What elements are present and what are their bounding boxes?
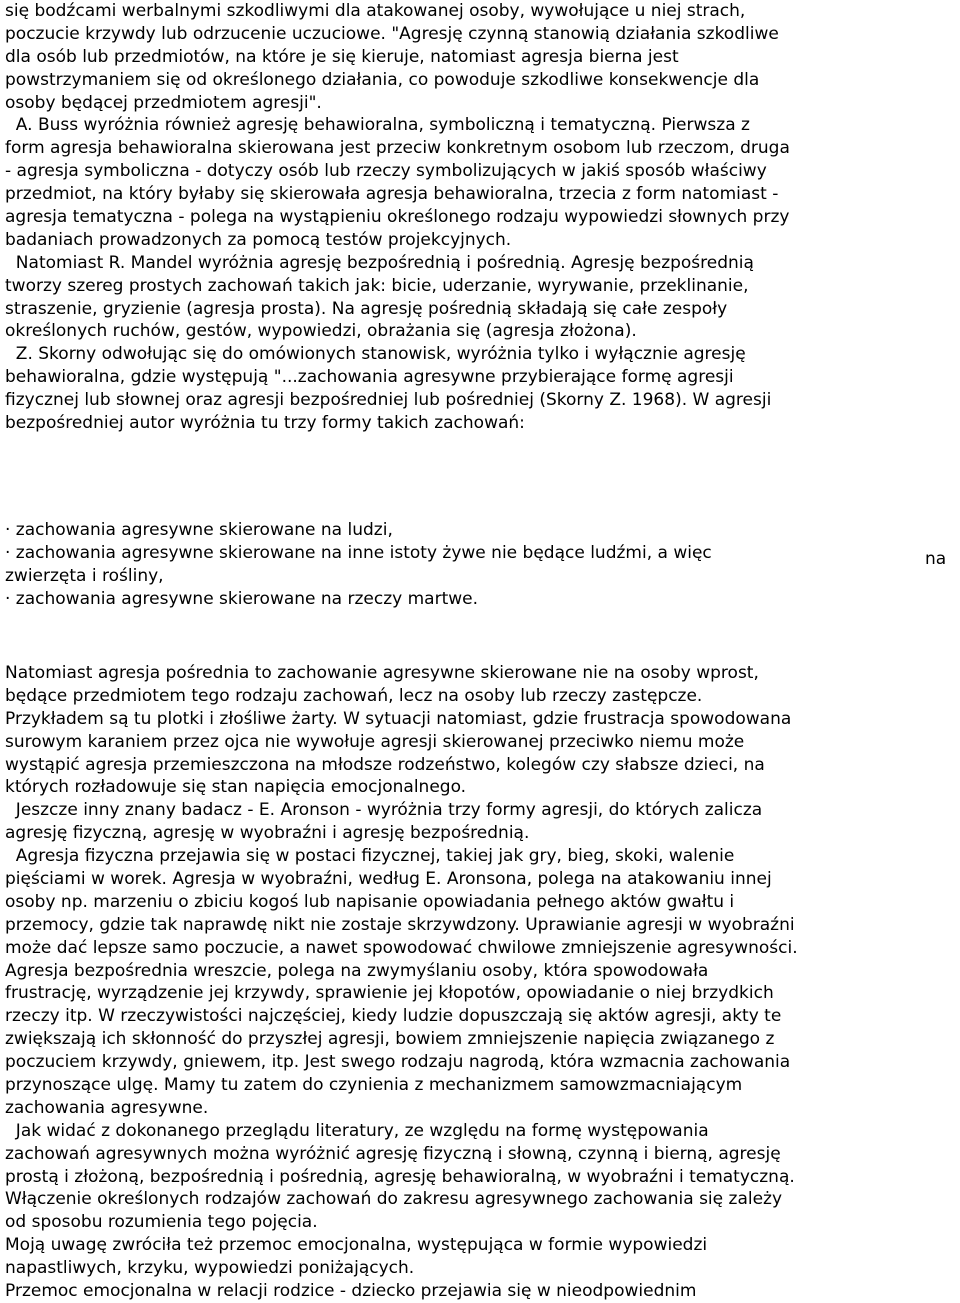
text-line: od sposobu rozumienia tego pojęcia. — [5, 1212, 318, 1233]
text-line: agresję fizyczną, agresję w wyobraźni i agresję bezpośrednią. — [5, 823, 530, 844]
text-line: Natomiast agresja pośrednia to zachowanie agresywne skierowane nie na osoby wprost, — [5, 663, 759, 683]
text-line: Natomiast R. Mandel wyróżnia agresję bezpośrednią i pośrednią. Agresję bezpośrednią — [5, 252, 754, 273]
text-line: osoby np. marzeniu o zbiciu kogoś lub napisanie opowiadania pełnego aktów gwałtu i — [5, 891, 735, 912]
text-line: których rozładowuje się stan napięcia emocjonalnego. — [5, 777, 467, 798]
text-line: określonych ruchów, gestów, wypowiedzi, obrażania się (agresja złożona). — [5, 321, 637, 342]
text-line: form agresja behawioralna skierowana jest przeciw konkretnym osobom lub rzeczom, druga — [5, 138, 790, 159]
text-line: poczuciem krzywdy, gniewem, itp. Jest swego rodzaju nagrodą, która wzmacnia zachowania — [5, 1052, 791, 1073]
text-line: Z. Skorny odwołując się do omówionych stanowisk, wyróżnia tylko i wyłącznie agresję — [5, 344, 746, 365]
text-line: może dać lepsze samo poczucie, a nawet spowodować chwilowe zmniejszenie agresywności. — [5, 937, 798, 958]
text-line: zwiększają ich skłonność do przyszłej agresji, bowiem zmniejszenie napięcia związanego z — [5, 1029, 775, 1050]
text-line: Moją uwagę zwróciła też przemoc emocjonalna, występująca w formie wypowiedzi — [5, 1235, 708, 1256]
list-item: · zachowania agresywne skierowane na inne istoty żywe nie będące ludźmi, a więc — [5, 542, 712, 563]
text-line: pięściami w worek. Agresja w wyobraźni, według E. Aronsona, polega na atakowaniu innej — [5, 869, 772, 890]
text-line: behawioralna, gdzie występują "...zachowania agresywne przybierające formę agresji — [5, 367, 734, 388]
text-line: Włączenie określonych rodzajów zachowań do zakresu agresywnego zachowania się zależy — [5, 1189, 783, 1210]
text-line: dla osób lub przedmiotów, na które je się kieruje, natomiast agresja bierna jest — [5, 46, 679, 67]
text-line: straszenie, gryzienie (agresja prosta). Na agresję pośrednią składają się całe zespoły — [5, 298, 728, 319]
list-item: · zachowania agresywne skierowane na ludzi, — [5, 520, 393, 540]
text-line: bezpośredniej autor wyróżnia tu trzy formy takich zachowań: — [5, 413, 525, 434]
text-line: napastliwych, krzyku, wypowiedzi poniżających. — [5, 1258, 415, 1279]
text-line: poczucie krzywdy lub odrzucenie uczuciowe. "Agresję czynną stanowią działania szkodliwe — [5, 23, 779, 44]
text-line: przedmiot, na który byłaby się skierowała agresja behawioralna, trzecia z form natomiast - — [5, 184, 779, 205]
text-line: Jak widać z dokonanego przeglądu literatury, ze względu na formę występowania — [5, 1120, 709, 1141]
text-line: powstrzymaniem się od określonego działania, co powoduje szkodliwe konsekwencje dla — [5, 69, 760, 90]
text-line: Agresja bezpośrednia wreszcie, polega na zwymyślaniu osoby, która spowodowała — [5, 960, 709, 981]
text-line: agresja tematyczna - polega na wystąpieniu określonego rodzaju wypowiedzi słownych przy — [5, 207, 790, 228]
text-line: surowym karaniem przez ojca nie wywołuje agresji skierowanej przeciwko niemu może — [5, 731, 745, 752]
list-item: · zachowania agresywne skierowane na rzeczy martwe. — [5, 588, 479, 609]
paragraphs-top — [5, 0, 955, 435]
text-line: osoby będącej przedmiotem agresji". — [5, 92, 322, 113]
text-line: przynoszące ulgę. Mamy tu zatem do czynienia z mechanizmem samowzmacniającym — [5, 1075, 743, 1096]
text-line: fizycznej lub słownej oraz agresji bezpośredniej lub pośredniej (Skorny Z. 1968). W agresji — [5, 390, 772, 411]
list-item: zwierzęta i rośliny, — [5, 565, 164, 586]
text-line: wystąpić agresja przemieszczona na młodsze rodzeństwo, kolegów czy słabsze dzieci, na — [5, 754, 765, 775]
text-line: się bodźcami werbalnymi szkodliwymi dla atakowanej osoby, wywołujące u niej strach, — [5, 1, 746, 21]
text-line: prostą i złożoną, bezpośrednią i pośrednią, agresję behawioralną, w wyobraźni i tematyczną. — [5, 1166, 795, 1187]
bullet-list — [5, 519, 955, 611]
text-line: rzeczy itp. W rzeczywistości najczęściej, kiedy ludzie dopuszczają się aktów agresji, akty te — [5, 1006, 782, 1027]
text-line: - agresja symboliczna - dotyczy osób lub rzeczy symbolizujących w jakiś sposób właściwy — [5, 161, 767, 182]
text-line: tworzy szereg prostych zachowań takich jak: bicie, uderzanie, wyrywanie, przeklinanie, — [5, 275, 749, 296]
text-line: Przykładem są tu plotki i złośliwe żarty. W sytuacji natomiast, gdzie frustracja spowodowana — [5, 708, 792, 729]
text-line: przemocy, gdzie tak naprawdę nikt nie zostaje skrzywdzony. Uprawianie agresji w wyobraźni — [5, 914, 795, 935]
text-line: zachowania agresywne. — [5, 1097, 209, 1118]
text-line: frustrację, wyrządzenie jej krzywdy, sprawienie jej kłopotów, opowiadanie o niej brzydkich — [5, 983, 774, 1004]
text-line: Jeszcze inny znany badacz - E. Aronson - wyróżnia trzy formy agresji, do których zalicza — [5, 800, 763, 821]
stray-word: na — [925, 549, 947, 569]
paragraphs-bottom — [5, 662, 955, 1303]
text-line: A. Buss wyróżnia również agresję behawioralna, symboliczną i tematyczną. Pierwsza z — [5, 115, 750, 136]
text-line: Agresja fizyczna przejawia się w postaci fizycznej, takiej jak gry, bieg, skoki, walenie — [5, 846, 735, 867]
text-line: badaniach prowadzonych za pomocą testów projekcyjnych. — [5, 229, 512, 250]
text-line: zachowań agresywnych można wyróżnić agresję fizyczną i słowną, czynną i bierną, agresję — [5, 1143, 781, 1164]
text-line: będące przedmiotem tego rodzaju zachowań, lecz na osoby lub rzeczy zastępcze. — [5, 685, 703, 706]
text-line: Przemoc emocjonalna w relacji rodzice - dziecko przejawia się w nieodpowiednim — [5, 1281, 697, 1302]
